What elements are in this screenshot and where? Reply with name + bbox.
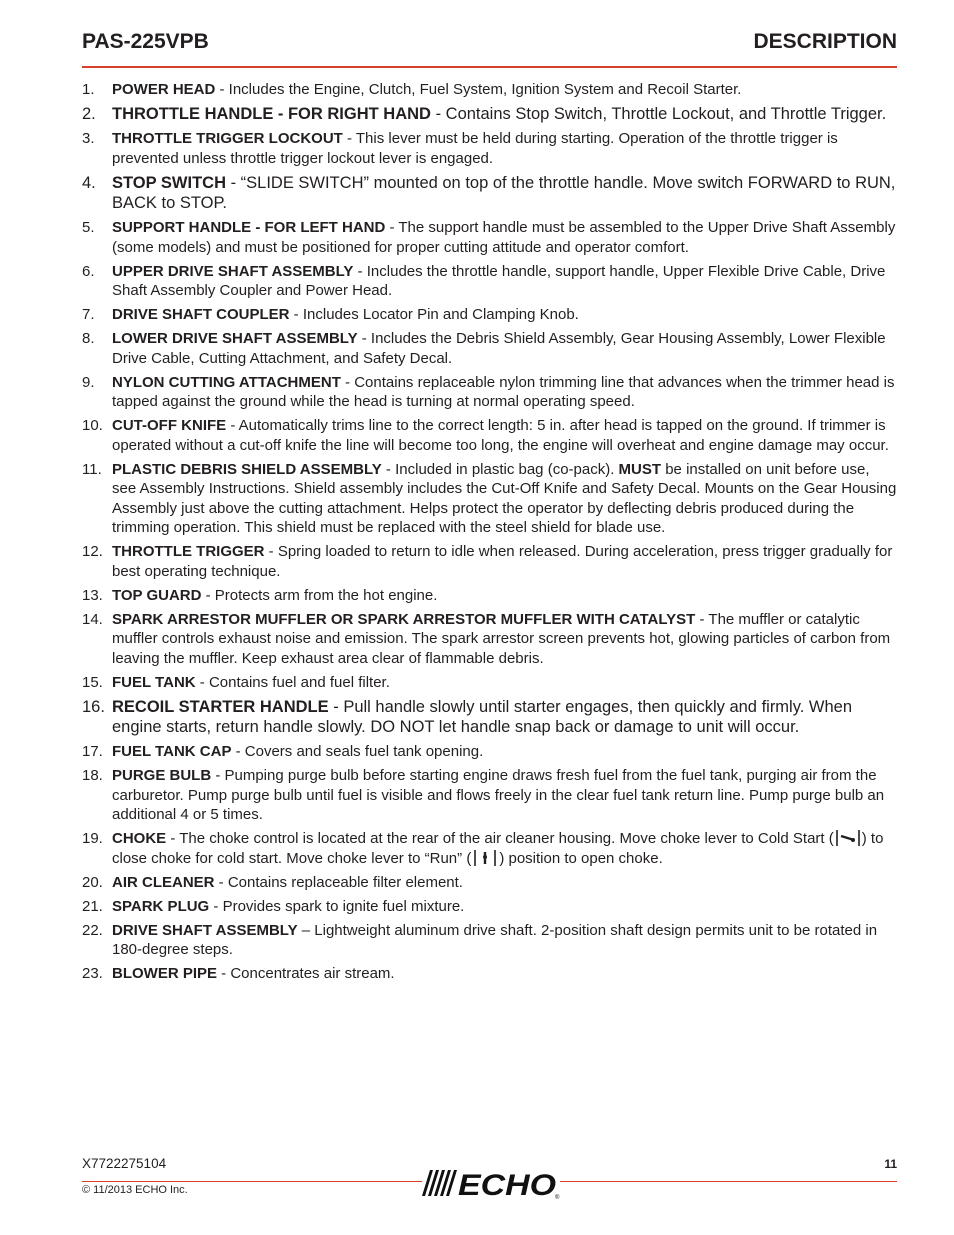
page-header [82, 30, 897, 66]
item-term: RECOIL STARTER HANDLE [112, 697, 329, 716]
description-list [82, 80, 897, 988]
list-item [82, 129, 897, 168]
item-text: - Contains replaceable filter element. [214, 873, 463, 891]
item-text: - The support handle must be assembled to the Upper Drive Shaft Assembly (some models) and must be positioned for proper cutting attitude and operator comfort. [112, 219, 896, 256]
model-title: PAS-225VPB [82, 30, 209, 53]
list-item [82, 262, 897, 301]
choke-closed-icon [835, 829, 861, 847]
item-number: 2. [82, 105, 96, 123]
item-text-continued: ) to close choke for cold start. Move choke lever to “Run” ( [112, 830, 884, 867]
item-term: DRIVE SHAFT ASSEMBLY [112, 921, 298, 939]
item-text: - Includes the throttle handle, support handle, Upper Flexible Drive Cable, Drive Shaft Assembly Coupler and Power Head. [112, 262, 886, 299]
item-number: 3. [82, 130, 95, 147]
list-item [82, 305, 897, 325]
item-text: - The muffler or catalytic muffler controls exhaust noise and emission. The spark arrestor screen prevents hot, glowing particles of carbon from leaving the muffler. Keep exhaust area clear of flammable debris. [112, 610, 891, 667]
item-number: 9. [82, 373, 95, 391]
item-number: 21. [82, 897, 103, 915]
item-text: - Spring loaded to return to idle when released. During acceleration, press trigger gradually for best operating technique. [112, 543, 893, 580]
item-emphasis: MUST [618, 460, 662, 478]
item-text: - The choke control is located at the rear of the air cleaner housing. Move choke lever to Cold Start ( [166, 830, 834, 847]
item-term: PURGE BULB [112, 767, 212, 784]
item-number: 11. [82, 460, 102, 478]
item-term: SUPPORT HANDLE - FOR LEFT HAND [112, 219, 386, 236]
item-term: TOP GUARD [112, 586, 202, 604]
page-number: 11 [884, 1157, 897, 1171]
footer-rule-left [82, 1181, 422, 1182]
item-text: - Pull handle slowly until starter engages, then quickly and firmly. When engine starts, return handle slowly. DO NOT let handle snap back or damage to unit will occur. [112, 697, 853, 736]
list-item [82, 416, 897, 455]
echo-logo-text: ECHO [458, 1169, 556, 1200]
item-term: NYLON CUTTING ATTACHMENT [112, 373, 341, 391]
list-item [82, 460, 897, 538]
item-term: CHOKE [112, 830, 167, 847]
item-text: - Includes the Debris Shield Assembly, Gear Housing Assembly, Lower Flexible Drive Cable, Cutting Attachment, and Safety Decal. [112, 330, 886, 367]
item-term: UPPER DRIVE SHAFT ASSEMBLY [112, 262, 354, 280]
item-number: 5. [82, 219, 95, 236]
part-number: X7722275104 [82, 1156, 167, 1171]
choke-open-icon [472, 849, 498, 867]
item-text: - Includes Locator Pin and Clamping Knob. [289, 306, 579, 323]
list-item [82, 673, 897, 693]
item-text: – Lightweight aluminum drive shaft. 2-position shaft design permits unit to be rotated in 180-degree steps. [112, 921, 878, 958]
item-term: LOWER DRIVE SHAFT ASSEMBLY [112, 330, 358, 347]
list-item [82, 697, 897, 738]
item-number: 17. [82, 743, 103, 760]
list-item [82, 742, 897, 762]
item-number: 19. [82, 830, 103, 847]
list-item [82, 610, 897, 669]
list-item [82, 921, 897, 960]
list-item [82, 218, 897, 257]
item-number: 6. [82, 262, 95, 280]
item-term: SPARK ARRESTOR MUFFLER OR SPARK ARRESTOR MUFFLER WITH CATALYST [112, 610, 696, 628]
list-item [82, 104, 897, 125]
item-number: 14. [82, 610, 103, 628]
item-text-end: ) position to open choke. [499, 849, 663, 867]
item-number: 15. [82, 673, 103, 691]
list-item [82, 829, 897, 868]
list-item [82, 173, 897, 214]
item-number: 4. [82, 173, 96, 192]
item-text: - Concentrates air stream. [217, 965, 395, 982]
item-term: AIR CLEANER [112, 873, 215, 891]
item-text: - “SLIDE SWITCH” mounted on top of the throttle handle. Move switch FORWARD to RUN, BACK to STOP. [112, 173, 896, 212]
item-term: POWER HEAD [112, 81, 216, 98]
footer-rule-right [560, 1181, 897, 1182]
item-number: 22. [82, 921, 103, 939]
item-text: - Included in plastic bag (co-pack). [381, 460, 619, 478]
svg-text:®: ® [555, 1195, 560, 1200]
item-term: PLASTIC DEBRIS SHIELD ASSEMBLY [112, 460, 382, 478]
item-text: - Contains Stop Switch, Throttle Lockout, and Throttle Trigger. [430, 105, 887, 123]
echo-logo [420, 1166, 562, 1200]
item-term: STOP SWITCH [112, 173, 226, 192]
list-item [82, 586, 897, 606]
item-term: DRIVE SHAFT COUPLER [112, 306, 290, 323]
item-term: THROTTLE TRIGGER [112, 543, 265, 560]
item-number: 20. [82, 873, 103, 891]
list-item [82, 373, 897, 412]
item-term: THROTTLE HANDLE - FOR RIGHT HAND [112, 105, 431, 123]
list-item [82, 766, 897, 825]
item-text: - Includes the Engine, Clutch, Fuel System, Ignition System and Recoil Starter. [215, 81, 742, 98]
item-text: - This lever must be held during starting. Operation of the throttle trigger is prevented unless throttle trigger lockout lever is engaged. [112, 130, 838, 167]
item-number: 12. [82, 543, 103, 560]
header-rule [82, 66, 897, 68]
item-text: - Provides spark to ignite fuel mixture. [209, 897, 465, 915]
list-item [82, 873, 897, 893]
section-title: DESCRIPTION [753, 30, 897, 53]
item-term: FUEL TANK CAP [112, 743, 232, 760]
list-item [82, 80, 897, 100]
item-text: - Contains fuel and fuel filter. [195, 673, 390, 691]
item-number: 8. [82, 330, 95, 347]
item-number: 18. [82, 767, 103, 784]
list-item [82, 329, 897, 368]
item-term: CUT-OFF KNIFE [112, 417, 227, 434]
item-text: - Automatically trims line to the correct length: 5 in. after head is tapped on the ground. If trimmer is operated without a cut-off knife the line will become too long, the engine will overheat and engine damage may occur. [112, 417, 889, 454]
item-number: 16. [82, 697, 105, 716]
item-text-continued: be installed on unit before use, see Assembly Instructions. Shield assembly includes the Cut-Off Knife and Safety Decal. Mounts on the Gear Housing Assembly just above the cutting attachment. Helps protect the operator by deflecting debris produced during the trimming operation. This shield must be replaced with the steel shield for blade use. [112, 460, 897, 536]
item-term: THROTTLE TRIGGER LOCKOUT [112, 130, 343, 147]
item-number: 23. [82, 965, 103, 982]
item-number: 13. [82, 586, 103, 604]
item-term: SPARK PLUG [112, 897, 210, 915]
item-number: 7. [82, 306, 95, 323]
item-term: BLOWER PIPE [112, 965, 218, 982]
item-text: - Covers and seals fuel tank opening. [231, 743, 484, 760]
item-term: FUEL TANK [112, 673, 196, 691]
list-item [82, 542, 897, 581]
list-item [82, 897, 897, 917]
item-number: 1. [82, 81, 95, 98]
item-text: - Contains replaceable nylon trimming line that advances when the trimmer head is tapped against the ground while the head is turning at normal operating speed. [112, 373, 895, 410]
item-number: 10. [82, 417, 103, 434]
item-text: - Protects arm from the hot engine. [201, 586, 438, 604]
list-item [82, 964, 897, 984]
item-text: - Pumping purge bulb before starting engine draws fresh fuel from the fuel tank, purging air from the carburetor. Pump purge bulb until fuel is visible and flows freely in the clear fuel tank return line. Pump purge bulb an additional 4 or 5 times. [112, 767, 885, 823]
copyright: © 11/2013 ECHO Inc. [82, 1184, 188, 1196]
